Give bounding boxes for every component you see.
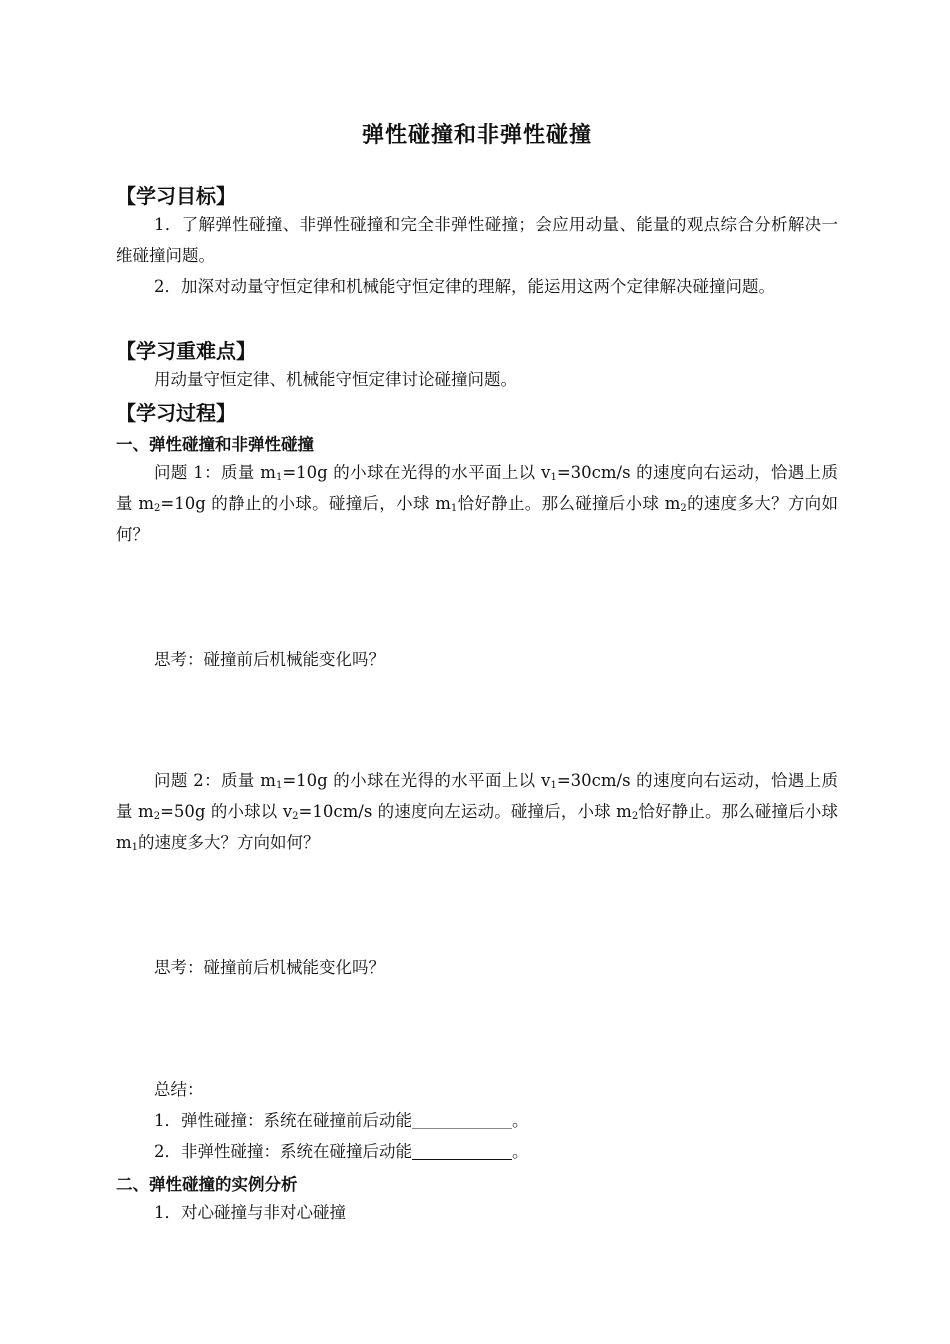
objective-item-2: 2．加深对动量守恒定律和机械能守恒定律的理解，能运用这两个定律解决碰撞问题。 <box>154 277 775 296</box>
section1-heading: 一、弹性碰撞和非弹性碰撞 <box>116 435 314 454</box>
summary-item-1: 1．弹性碰撞：系统在碰撞前后动能 。 <box>154 1111 529 1130</box>
objective-item-1: 1．了解弹性碰撞、非弹性碰撞和完全非弹性碰撞；会应用动量、能量的观点综合分析解决一维碰撞问题。 <box>116 215 838 265</box>
section2-heading: 二、弹性碰撞的实例分析 <box>116 1175 298 1194</box>
key-points-heading: 【学习重难点】 <box>116 339 256 363</box>
question-2: 问题 2：质量 $m_1=10g$ 的小球在光得的水平面上以 $v_1=30cm/s$ 的速度向右运动，恰遇上质量 $m_2=50g$ 的小球以 $v_2=10cm/s$ 的速度向左运动。碰撞后，小球 $m_2$恰好静止。那么碰撞后小球 $m_1$的速度多大？方向如何？ <box>116 771 839 853</box>
answer-blank-2[interactable] <box>412 1143 512 1160</box>
answer-blank-1[interactable] <box>412 1112 512 1129</box>
page-title: 弹性碰撞和非弹性碰撞 <box>361 123 592 148</box>
objectives-heading: 【学习目标】 <box>116 184 236 208</box>
section2-item-1: 1．对心碰撞与非对心碰撞 <box>154 1203 346 1222</box>
summary-item-2: 2．非弹性碰撞：系统在碰撞后动能 。 <box>154 1142 529 1161</box>
think-2: 思考：碰撞前后机械能变化吗？ <box>154 958 385 977</box>
question-1: 问题 1：质量 $m_1=10g$ 的小球在光得的水平面上以 $v_1=30cm/s$ 的速度向右运动，恰遇上质量 $m_2=10g$ 的静止的小球。碰撞后，小球 $m_1$恰好静止。那么碰撞后小球 $m_2$的速度多大？方向如何？ <box>116 463 838 544</box>
key-points-text: 用动量守恒定律、机械能守恒定律讨论碰撞问题。 <box>154 370 517 389</box>
think-1: 思考：碰撞前后机械能变化吗？ <box>154 650 385 669</box>
summary-label: 总结： <box>154 1080 204 1099</box>
process-heading: 【学习过程】 <box>116 401 236 425</box>
